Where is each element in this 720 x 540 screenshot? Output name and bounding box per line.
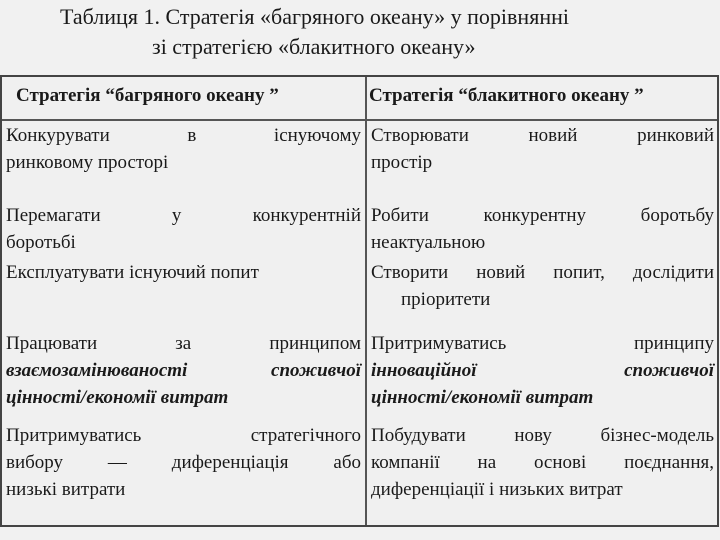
table-cell-r4-right: Притримуватись принципу інноваційної споживчої цінності/економії витрат: [371, 333, 714, 408]
header-red-ocean: Стратегія “багряного океану ”: [16, 85, 279, 106]
comparison-table: [0, 75, 719, 527]
column-divider: [365, 77, 367, 525]
table-cell-r5-right: Побудувати нову бізнес-модель компанії на основі поєднання, диференціації і низьких витрат: [371, 425, 714, 500]
header-blue-ocean: Стратегія “блакитного океану ”: [369, 85, 644, 106]
table-cell-r3-left: Експлуатувати існуючий попит: [6, 262, 259, 283]
header-divider: [2, 119, 717, 121]
title-line-2: зі стратегією «блакитного океану»: [152, 34, 476, 59]
table-cell-r2-right: Робити конкурентну боротьбу неактуальною: [371, 205, 714, 253]
page-title: [0, 2, 720, 62]
table-cell-r4-left: Працювати за принципом взаємозамінюваності споживчої цінності/економії витрат: [6, 333, 361, 408]
table-cell-r3-right: Створити новий попит, дослідити пріоритети: [371, 262, 714, 310]
table-cell-r2-left: Перемагати у конкурентній боротьбі: [6, 205, 361, 253]
table-cell-r1-right: Створювати новий ринковий простір: [371, 125, 714, 173]
table-cell-r5-left: Притримуватись стратегічного вибору — диференціація або низькі витрати: [6, 425, 361, 500]
title-line-1: Таблиця 1. Стратегія «багряного океану» у порівнянні: [60, 4, 569, 29]
table-cell-r1-left: Конкурувати в існуючому ринковому просторі: [6, 125, 361, 173]
